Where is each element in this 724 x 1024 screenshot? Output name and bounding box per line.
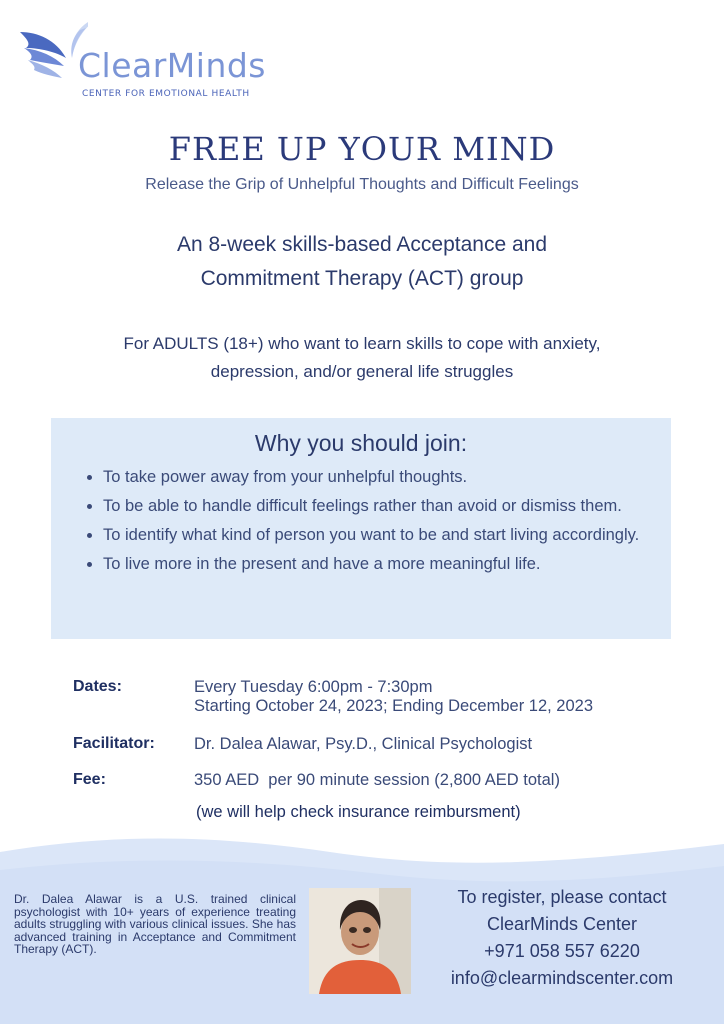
contact-intro: To register, please contact xyxy=(457,887,667,907)
facilitator-label: Facilitator: xyxy=(73,735,155,752)
insurance-note: (we will help check insurance reimbursment) xyxy=(196,803,521,821)
fee-label: Fee: xyxy=(73,771,106,788)
list-item: • To take power away from your unhelpful thoughts. xyxy=(103,464,673,491)
dates-range: Starting October 24, 2023; Ending December 12, 2023 xyxy=(194,697,594,715)
page-subtitle: Release the Grip of Unhelpful Thoughts and Difficult Feelings xyxy=(145,176,579,193)
contact-phone[interactable]: +971 058 557 6220 xyxy=(484,941,640,961)
program-description xyxy=(62,228,662,296)
facilitator-photo xyxy=(309,888,411,994)
why-join-list xyxy=(81,464,673,580)
program-line-1: An 8-week skills-based Acceptance and xyxy=(176,233,548,256)
audience-description xyxy=(40,330,684,386)
why-join-title: Why you should join: xyxy=(254,430,468,456)
facilitator-value: Dr. Dalea Alawar, Psy.D., Clinical Psychologist xyxy=(194,735,533,753)
brand-name: ClearMinds xyxy=(78,46,266,85)
contact-info xyxy=(420,884,704,992)
page-title: FREE UP YOUR MIND xyxy=(168,130,556,168)
dates-label: Dates: xyxy=(73,678,122,695)
audience-line-1: For ADULTS (18+) who want to learn skills to cope with anxiety, xyxy=(123,334,601,353)
program-line-2: Commitment Therapy (ACT) group xyxy=(200,267,524,290)
clearminds-logo xyxy=(18,18,288,103)
facilitator-bio: Dr. Dalea Alawar is a U.S. trained clinical psychologist with 10+ years of experience treating adults struggling with various clinical issues. She has advanced training in Acceptance and Commitment Therapy (ACT). xyxy=(14,892,296,956)
list-item: • To identify what kind of person you want to be and start living accordingly. xyxy=(103,522,673,549)
brand-tagline: CENTER FOR EMOTIONAL HEALTH xyxy=(82,89,250,99)
fee-value: 350 AED per 90 minute session (2,800 AED total) xyxy=(194,771,560,789)
list-item: • To be able to handle difficult feelings rather than avoid or dismiss them. xyxy=(103,493,673,520)
contact-organization: ClearMinds Center xyxy=(486,914,638,934)
dates-value xyxy=(194,678,593,716)
audience-line-2: depression, and/or general life struggles xyxy=(210,362,514,381)
dates-schedule: Every Tuesday 6:00pm - 7:30pm xyxy=(194,678,433,696)
contact-email[interactable]: info@clearmindscenter.com xyxy=(450,968,674,988)
list-item: • To live more in the present and have a more meaningful life. xyxy=(103,551,673,578)
why-join-panel xyxy=(51,418,671,639)
